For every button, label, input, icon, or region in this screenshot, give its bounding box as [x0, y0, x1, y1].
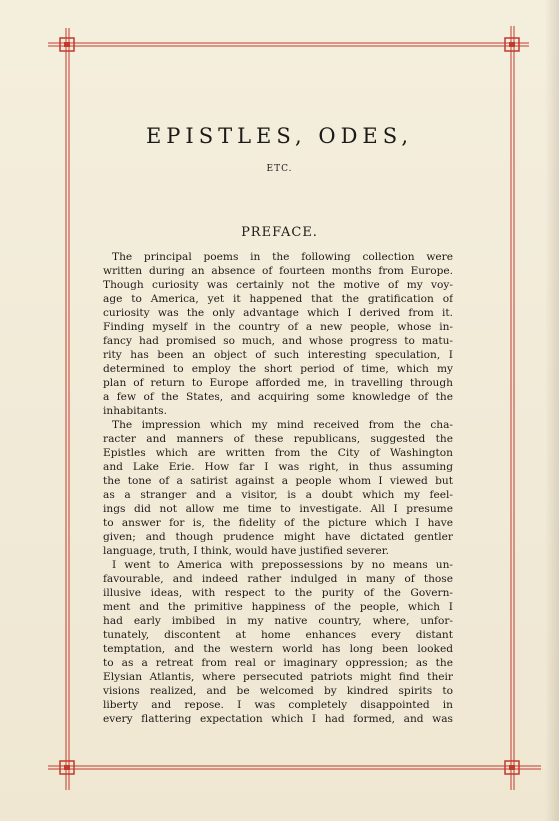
text-line: every flattering expectation which I had formed, and was: [103, 713, 453, 725]
text-line: Epistles which are written from the City of Washington: [103, 447, 453, 459]
text-line: language, truth, I think, would have justified severer.: [103, 545, 389, 557]
text-line: as a stranger and a visitor, is a doubt which my feel-: [103, 489, 453, 501]
text-line: the tone of a satirist against a people whom I viewed but: [103, 475, 453, 487]
text-line: inhabitants.: [103, 405, 167, 417]
text-line: Though curiosity was certainly not the motive of my voy-: [103, 279, 453, 291]
text-line: The principal poems in the following collection were: [112, 251, 453, 263]
text-line: had early imbibed in my native country, where, unfor-: [103, 615, 453, 627]
page-title: EPISTLES, ODES,: [145, 124, 414, 148]
text-line: written during an absence of fourteen months from Europe.: [103, 265, 453, 277]
text-line: liberty and repose. I was completely disappointed in: [103, 699, 453, 711]
text-line: I went to America with prepossessions by no means un-: [112, 559, 453, 571]
page-subtitle: ETC.: [266, 164, 293, 174]
text-line: determined to employ the short period of time, which my: [103, 363, 453, 375]
text-line: curiosity was the only advantage which I derived from it.: [103, 307, 453, 319]
text-line: and Lake Erie. How far I was right, in thus assuming: [103, 461, 453, 473]
text-line: given; and though prudence might have dictated gentler: [103, 531, 453, 543]
text-line: to answer for is, the fidelity of the picture which I have: [103, 517, 453, 529]
text-line: ings did not allow me time to investigate. All I presume: [103, 503, 453, 515]
text-line: favourable, and indeed rather indulged in many of those: [103, 573, 453, 585]
text-line: Elysian Atlantis, where persecuted patriots might find their: [103, 671, 453, 683]
text-line: ment and the primitive happiness of the people, which I: [103, 601, 453, 613]
text-line: to as a retreat from real or imaginary oppression; as the: [103, 657, 453, 669]
section-heading: PREFACE.: [241, 225, 318, 240]
text-line: a few of the States, and acquiring some knowledge of the: [103, 391, 453, 403]
preface-text: [103, 250, 453, 726]
text-line: Finding myself in the country of a new people, whose in-: [103, 321, 453, 333]
text-line: age to America, yet it happened that the gratification of: [103, 293, 453, 305]
text-line: The impression which my mind received from the cha-: [112, 419, 453, 431]
text-line: racter and manners of these republicans, suggested the: [103, 433, 453, 445]
text-line: temptation, and the western world has long been looked: [103, 643, 453, 655]
text-line: tunately, discontent at home enhances every distant: [103, 629, 453, 641]
text-line: fancy had promised so much, and whose progress to matu-: [103, 335, 453, 347]
text-line: visions realized, and be welcomed by kindred spirits to: [103, 685, 453, 697]
text-line: rity has been an object of such interesting speculation, I: [103, 349, 453, 361]
text-line: plan of return to Europe afforded me, in travelling through: [103, 377, 453, 389]
text-line: illusive ideas, with respect to the purity of the Govern-: [103, 587, 453, 599]
